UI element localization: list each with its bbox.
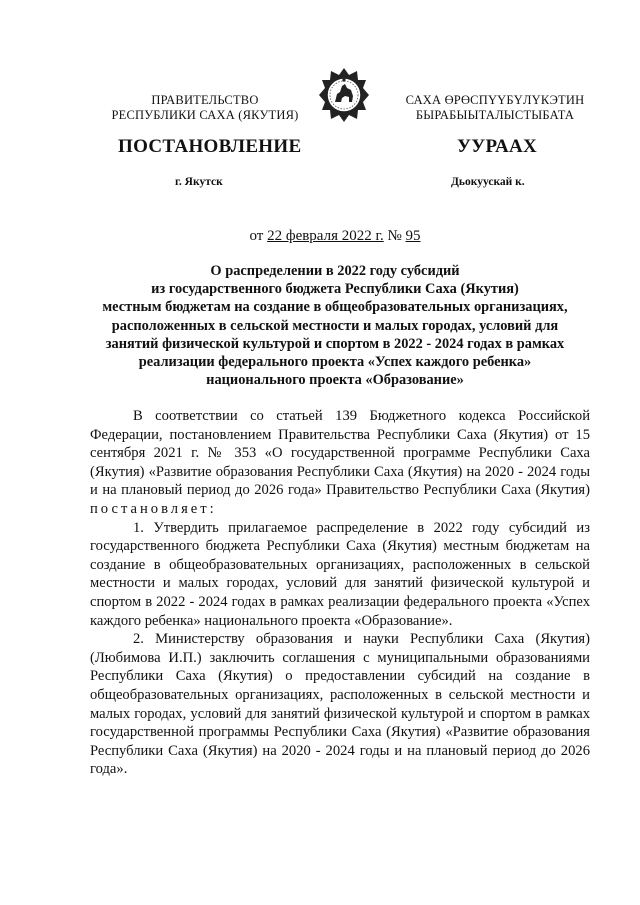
number-sign: № <box>387 228 402 244</box>
document-heading <box>85 262 585 389</box>
city-russian: г. Якутск <box>175 176 223 188</box>
document-body <box>90 407 590 779</box>
document-date: 22 февраля 2022 г. <box>267 228 384 244</box>
clause-1-paragraph: 1. Утвердить прилагаемое распределение в 2022 году субсидий из государственного бюджета Республики Саха (Якутия) местным бюджетам на создание в общеобразовательных организациях, расположенных в сельской местности и малых городах, условий для занятий физической культурой и спортом в 2022 - 2024 годах в рамках реализации федерального проекта «Успех каждого ребенка» национального проекта «Образование». <box>90 519 590 629</box>
heading-line: занятий физической культурой и спортом в 2022 - 2024 годах в рамках <box>105 335 565 352</box>
heading-line: О распределении в 2022 году субсидий <box>210 263 460 279</box>
heading-line: реализации федерального проекта «Успех каждого ребенка» <box>138 354 532 371</box>
heading-line: национального проекта «Образование» <box>206 372 464 389</box>
preamble-paragraph <box>90 407 590 519</box>
date-prefix: от <box>249 228 264 244</box>
coat-of-arms-icon <box>318 66 370 124</box>
org-line: ПРАВИТЕЛЬСТВО <box>151 93 259 107</box>
government-name-russian <box>85 93 325 123</box>
org-line: БЫРАБЫЫТАЛЫСТЫБАТА <box>415 108 575 122</box>
document-type-russian: ПОСТАНОВЛЕНИЕ <box>118 136 302 157</box>
preamble-text: В соответствии со статьей 139 Бюджетного кодекса Российской Федерации, постановлением Правительства Республики Саха (Якутия) от 15 сентября 2021 г. № 353 «О государственной программе Республики Саха (Якутия) «Развитие образования Республики Саха (Якутия) на 2020 - 2024 годы и на плановый период до 2026 года» Правительство Республики Саха (Якутия) <box>90 408 590 499</box>
org-line: САХА ӨРӨСПҮҮБҮЛҮКЭТИН <box>405 93 585 107</box>
org-line: РЕСПУБЛИКИ САХА (ЯКУТИЯ) <box>111 108 299 122</box>
date-and-number <box>0 228 640 245</box>
heading-line: расположенных в сельской местности и малых городах, условий для <box>111 317 559 334</box>
heading-line: местным бюджетам на создание в общеобразовательных организациях, <box>102 299 568 316</box>
document-number: 95 <box>405 228 421 244</box>
document-type-yakut: УУРААХ <box>457 136 538 157</box>
resolves-word: постановляет: <box>90 500 217 517</box>
government-name-yakut <box>375 93 615 123</box>
clause-2-paragraph: 2. Министерству образования и науки Республики Саха (Якутия) (Любимова И.П.) заключить соглашения с муниципальными образованиями Республики Саха (Якутия) о предоставлении субсидий на создание в общеобразовательных организациях, расположенных в сельской местности и малых городах, условий для занятий физической культурой и спортом в рамках государственной программы Республики Саха (Якутия) «Развитие образования Республики Саха (Якутия) на 2020 - 2024 годы и на плановый период до 2026 года». <box>90 631 590 778</box>
heading-line: из государственного бюджета Республики Саха (Якутия) <box>151 281 519 298</box>
city-yakut: Дьокуускай к. <box>451 176 525 188</box>
